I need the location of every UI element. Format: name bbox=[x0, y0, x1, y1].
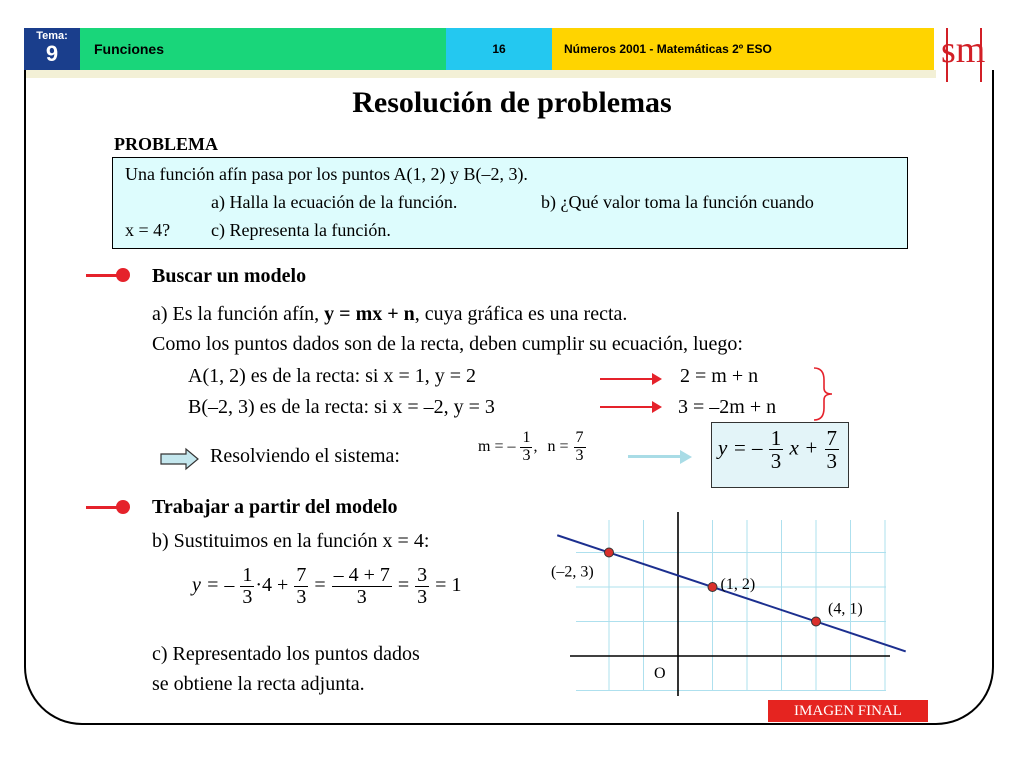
calc-fraction-4 bbox=[415, 565, 429, 608]
calc-fraction-3 bbox=[332, 565, 392, 608]
section-heading-work: Trabajar a partir del modelo bbox=[152, 496, 398, 518]
problem-part-b-cont: x = 4? bbox=[125, 220, 171, 240]
tema-label: Tema: bbox=[36, 30, 68, 42]
work-line-b: b) Sustituimos en la función x = 4: bbox=[152, 530, 430, 552]
light-arrow-head bbox=[680, 450, 692, 464]
logo-text: sm bbox=[941, 29, 986, 71]
m-fraction bbox=[520, 430, 532, 465]
calc-equals-1: = bbox=[314, 574, 326, 597]
arrow-right-icon bbox=[600, 406, 660, 408]
origin-label: O bbox=[654, 665, 666, 682]
bullet-marker bbox=[86, 500, 134, 516]
section-heading-model: Buscar un modelo bbox=[152, 265, 307, 287]
imagen-final-badge: IMAGEN FINAL bbox=[768, 700, 928, 722]
calc-den-1: 3 bbox=[242, 586, 253, 608]
result-den-1: 3 bbox=[770, 449, 782, 474]
problem-part-c: c) Representa la función. bbox=[211, 220, 391, 240]
m-numerator: 1 bbox=[522, 429, 531, 446]
model-line-a-pre: a) Es la función afín, bbox=[152, 303, 325, 325]
calc-den-4: 3 bbox=[417, 586, 428, 608]
m-label: m = – bbox=[478, 437, 516, 455]
result-equation-box bbox=[711, 422, 849, 488]
bullet-marker bbox=[86, 268, 134, 284]
tema-number: 9 bbox=[45, 41, 59, 66]
header-bar bbox=[24, 28, 996, 70]
calc-num-3: – 4 + 7 bbox=[333, 564, 390, 586]
problem-part-a: a) Halla la ecuación de la función. bbox=[211, 192, 458, 212]
m-solution bbox=[478, 430, 587, 465]
n-fraction bbox=[574, 430, 586, 465]
point-a-condition: A(1, 2) es de la recta: si x = 1, y = 2 bbox=[188, 365, 477, 387]
m-denominator: 3 bbox=[522, 446, 531, 464]
calc-num-1: 1 bbox=[242, 564, 253, 586]
model-line-a-post: , cuya gráfica es una recta. bbox=[414, 303, 628, 325]
function-graph bbox=[551, 510, 900, 700]
problem-statement-box bbox=[112, 157, 908, 249]
n-label: n = bbox=[547, 437, 569, 455]
result-y: y = – bbox=[718, 435, 763, 460]
problem-label: PROBLEMA bbox=[114, 134, 219, 154]
n-denominator: 3 bbox=[575, 446, 584, 464]
equation-b: 3 = –2m + n bbox=[678, 396, 777, 418]
problem-line-1: Una función afín pasa por los puntos A(1, 2) y B(–2, 3). bbox=[125, 164, 528, 184]
calc-num-4: 3 bbox=[417, 564, 428, 586]
light-arrow-icon bbox=[628, 455, 682, 458]
model-line-a bbox=[152, 303, 627, 326]
work-line-c2: se obtiene la recta adjunta. bbox=[152, 673, 365, 695]
model-equation: y = mx + n bbox=[324, 303, 415, 325]
result-num-1: 1 bbox=[770, 426, 782, 450]
calc-y: y = – bbox=[192, 574, 235, 597]
result-fraction-1 bbox=[769, 427, 784, 472]
work-line-c1: c) Representado los puntos dados bbox=[152, 643, 420, 665]
arrow-right-icon bbox=[600, 378, 660, 380]
calculation bbox=[192, 565, 461, 608]
frame-top-strip bbox=[26, 70, 936, 78]
calc-result: = 1 bbox=[435, 574, 462, 597]
point-b-condition: B(–2, 3) es de la recta: si x = –2, y = 3 bbox=[188, 396, 495, 418]
point-label: (1, 2) bbox=[720, 576, 756, 593]
point-label: (–2, 3) bbox=[551, 563, 594, 581]
calc-den-2: 3 bbox=[296, 586, 307, 608]
equation-a: 2 = m + n bbox=[680, 365, 759, 387]
n-numerator: 7 bbox=[575, 429, 584, 446]
result-den-2: 3 bbox=[826, 449, 837, 474]
result-num-2: 7 bbox=[826, 426, 837, 450]
brace-icon bbox=[810, 366, 836, 422]
page-title: Resolución de problemas bbox=[352, 86, 672, 119]
calc-fraction-1 bbox=[240, 565, 254, 608]
topic-title: Funciones bbox=[80, 28, 446, 70]
result-equation bbox=[718, 427, 840, 472]
calc-times-4: ·4 + bbox=[255, 574, 289, 597]
calc-fraction-2 bbox=[294, 565, 308, 608]
point-label: (4, 1) bbox=[828, 600, 863, 618]
point-marker bbox=[605, 548, 614, 557]
model-line-2: Como los puntos dados son de la recta, deben cumplir su ecuación, luego: bbox=[152, 333, 743, 355]
tema-badge bbox=[24, 28, 80, 70]
solve-label: Resolviendo el sistema: bbox=[210, 445, 400, 467]
hollow-arrow-icon bbox=[160, 448, 200, 470]
point-marker bbox=[812, 617, 821, 626]
comma: , bbox=[533, 437, 538, 455]
point-marker bbox=[708, 583, 717, 592]
calc-den-3: 3 bbox=[356, 586, 367, 608]
result-x: x + bbox=[789, 435, 819, 460]
calc-num-2: 7 bbox=[296, 564, 307, 586]
result-fraction-2 bbox=[825, 427, 840, 472]
book-title: Números 2001 - Matemáticas 2º ESO bbox=[552, 28, 934, 70]
calc-equals-2: = bbox=[397, 574, 410, 597]
page-number: 16 bbox=[446, 28, 552, 70]
problem-part-b: b) ¿Qué valor toma la función cuando bbox=[541, 192, 814, 212]
